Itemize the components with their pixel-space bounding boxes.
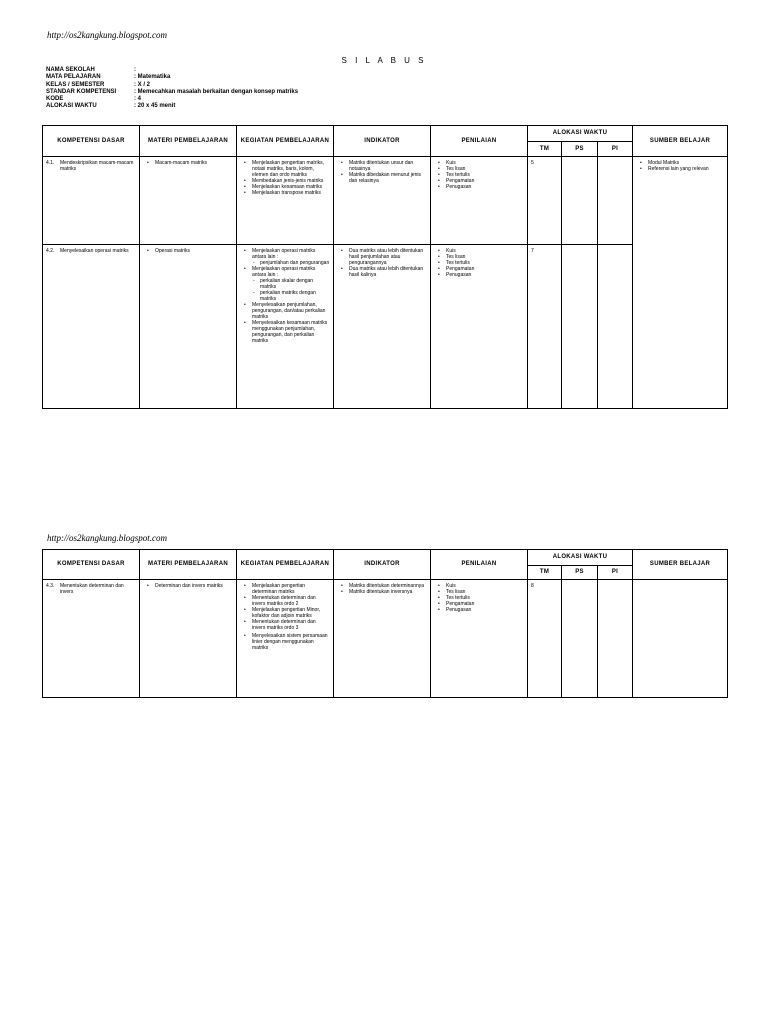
list-item: • Dua matriks atau lebih ditentukan hasil kalinya <box>349 266 427 278</box>
header-materi: MATERI PEMBELAJARAN <box>140 550 237 580</box>
page-title: S I L A B U S <box>341 56 427 65</box>
header-tm: TM <box>528 142 562 157</box>
list-item: • Pengamatan <box>446 266 524 272</box>
header-kd: KOMPETENSI DASAR <box>43 550 140 580</box>
pi-cell <box>598 245 633 409</box>
header-kd: KOMPETENSI DASAR <box>43 126 140 157</box>
ps-cell <box>562 157 598 245</box>
indikator-cell <box>334 157 431 245</box>
kegiatan-cell <box>237 580 334 698</box>
syllabus-info <box>46 67 298 111</box>
kegiatan-cell <box>237 245 334 409</box>
list-item: • Membedakan jenis-jenis matriks <box>252 178 330 184</box>
list-item: • Kuis <box>446 583 524 589</box>
penilaian-cell <box>431 245 528 409</box>
header-sumber: SUMBER BELAJAR <box>633 550 728 580</box>
penilaian-cell <box>431 157 528 245</box>
list-item: • Menyelesaikan penjumlahan, pengurangan, dan/atau perkalian matriks <box>252 302 330 320</box>
syllabus-table-2 <box>42 549 728 698</box>
list-item: • Menentukan determinan dan invers matriks ordo 3 <box>252 619 330 631</box>
list-item: • Matriks ditentukan unsur dan notasinya <box>349 160 427 172</box>
list-item: • Penugasan <box>446 607 524 613</box>
header-ps: PS <box>562 142 598 157</box>
tm-cell: 5 <box>528 157 562 245</box>
header-kegiatan: KEGIATAN PEMBELAJARAN <box>237 126 334 157</box>
header-tm: TM <box>528 566 562 580</box>
syllabus-table-1 <box>42 125 728 409</box>
list-item: • Tes lisan <box>446 166 524 172</box>
list-item: • Menjelaskan operasi matriks antara lain : - perkalian skalar dengan matriks - perkalian matriks dengan matriks <box>252 266 330 302</box>
list-item: • Menjelaskan kesamaan matriks <box>252 184 330 190</box>
info-row-time: ALOKASI WAKTU : 20 x 45 menit <box>46 103 176 110</box>
header-sumber: SUMBER BELAJAR <box>633 126 728 157</box>
header-penilaian: PENILAIAN <box>431 126 528 157</box>
penilaian-cell <box>431 580 528 698</box>
blog-url: http://os2kangkung.blogspot.com <box>47 533 167 543</box>
list-item: • Menyelesaikan sistem persamaan linier dengan menggunakan matriks <box>252 633 330 651</box>
list-item: • Menjelaskan transpose matriks <box>252 190 330 196</box>
list-item: • Pengamatan <box>446 178 524 184</box>
info-row-competency: STANDAR KOMPETENSI : Memecahkan masalah berkaitan dengan konsep matriks <box>46 88 299 95</box>
pi-cell <box>598 157 633 245</box>
list-item: • Operasi matriks <box>155 248 233 254</box>
list-item: • Kuis <box>446 248 524 254</box>
info-row-school: NAMA SEKOLAH : <box>46 67 136 73</box>
list-item: • Penugasan <box>446 184 524 190</box>
header-ps: PS <box>562 566 598 580</box>
ps-cell <box>562 580 598 698</box>
header-alokasi: ALOKASI WAKTU <box>528 126 633 142</box>
sumber-cell <box>633 580 728 698</box>
indikator-cell <box>334 580 431 698</box>
materi-cell <box>140 157 237 245</box>
list-item: • Tes lisan <box>446 589 524 595</box>
indikator-cell <box>334 245 431 409</box>
header-penilaian: PENILAIAN <box>431 550 528 580</box>
list-item: • Menjelaskan operasi matriks antara lain : - penjumlahan dan pengurangan <box>252 248 330 266</box>
list-item: • Tes tertulis <box>446 172 524 178</box>
header-materi: MATERI PEMBELAJARAN <box>140 126 237 157</box>
materi-cell <box>140 245 237 409</box>
info-row-code: KODE : 4 <box>46 96 142 103</box>
table-row <box>43 580 728 698</box>
header-alokasi: ALOKASI WAKTU <box>528 550 633 566</box>
kd-cell: 4.2. Menyelesaikan operasi matriks <box>43 245 140 409</box>
header-pi: PI <box>598 566 633 580</box>
tm-cell: 8 <box>528 580 562 698</box>
list-item: • Modul Matriks <box>648 160 724 166</box>
list-item: • Dua matriks atau lebih ditentukan hasil penjumlahan atau pengurangannya <box>349 248 427 266</box>
info-row-subject: MATA PELAJARAN : Matematika <box>46 74 171 81</box>
header-pi: PI <box>598 142 633 157</box>
list-item: • Menentukan determinan dan invers matriks ordo 2 <box>252 595 330 607</box>
blog-url: http://os2kangkung.blogspot.com <box>47 30 167 40</box>
list-item: • Macam-macam matriks <box>155 160 233 166</box>
list-item: • Menjelaskan pengertian determinan matriks <box>252 583 330 595</box>
list-item: • Referensi lain yang relevan <box>648 166 724 172</box>
tm-cell: 7 <box>528 245 562 409</box>
kegiatan-cell <box>237 157 334 245</box>
list-item: • Menjelaskan pengertian matriks, notasi matriks, baris, kolom, elemen dan ordo matriks <box>252 160 330 178</box>
list-item: • Kuis <box>446 160 524 166</box>
kd-cell: 4.3. Menentukan determinan dan invers <box>43 580 140 698</box>
header-kegiatan: KEGIATAN PEMBELAJARAN <box>237 550 334 580</box>
list-item: • Tes lisan <box>446 254 524 260</box>
kd-cell: 4.1. Mendeskripsikan macam-macam matriks <box>43 157 140 245</box>
list-item: • Matriks dibedakan menurut jenis dan relasinya <box>349 172 427 184</box>
ps-cell <box>562 245 598 409</box>
list-item: • Determinan dan invers matriks <box>155 583 233 589</box>
list-item: • Pengamatan <box>446 601 524 607</box>
list-item: • Matriks ditentukan inversnya <box>349 589 427 595</box>
list-item: • Matriks ditentukan determinannya <box>349 583 427 589</box>
list-item: • Tes tertulis <box>446 260 524 266</box>
table-row <box>43 245 728 409</box>
list-item: • Menjelaskan pengertian Minor, kofaktor dan adjoin matriks <box>252 607 330 619</box>
info-row-class: KELAS / SEMESTER : X / 2 <box>46 81 151 88</box>
list-item: • Menyelesaikan kesamaan matriks menggunakan penjumlahan, pengurangan, dan perkalian matriks <box>252 320 330 344</box>
list-item: • Penugasan <box>446 272 524 278</box>
header-indikator: INDIKATOR <box>334 550 431 580</box>
materi-cell <box>140 580 237 698</box>
list-item: • Tes tertulis <box>446 595 524 601</box>
pi-cell <box>598 580 633 698</box>
table-row <box>43 157 728 245</box>
sumber-cell <box>633 157 728 409</box>
header-indikator: INDIKATOR <box>334 126 431 157</box>
